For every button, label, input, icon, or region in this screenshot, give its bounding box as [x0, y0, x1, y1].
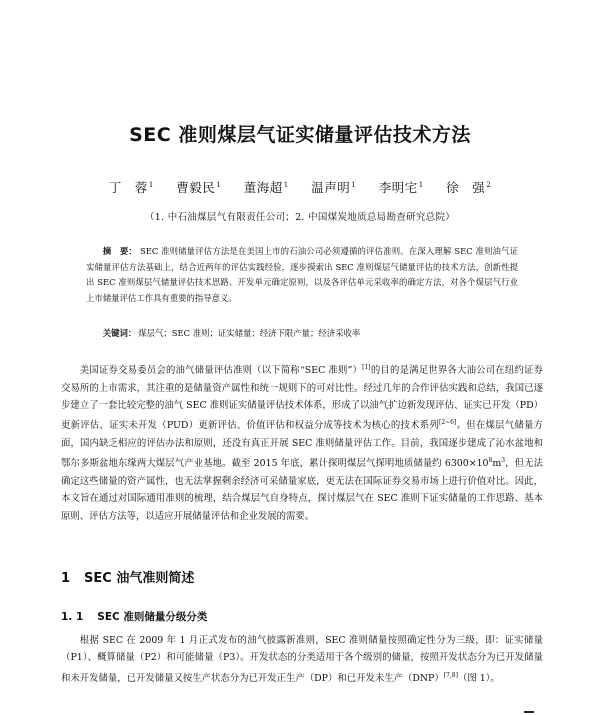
abstract-label: 摘 要： [102, 246, 137, 256]
intro-text: ，但无法确定这些储量的资产属性，也无法掌握剩余经济可采储量家底，更无法在国际证券交易市场上进行价值对比。因此，本文旨在通过对国际通用准则的梳理，结合煤层气自身特点，探讨煤层气在 SEC 准则下证实储量的工作思路、基本原则、评估方法等，以适应开展储量评估和企业发展的需要。 [61, 458, 543, 522]
author-affil-mark: 1 [351, 180, 357, 189]
citation-ref: [7,8] [443, 671, 458, 679]
author [244, 178, 289, 196]
author-name: 董海超 [243, 180, 283, 195]
author-name: 丁 蓉 [108, 180, 148, 195]
paper-title: SEC 准则煤层气证实储量评估技术方法 [129, 124, 471, 146]
unit-text: m [492, 458, 502, 470]
page-corner-mark [524, 711, 534, 713]
subsection-title: SEC 准则储量分级分类 [97, 611, 208, 623]
author-name: 徐 强 [446, 180, 486, 195]
author [311, 178, 356, 196]
author-affil-mark: 1 [283, 180, 289, 189]
section-number: 1 [61, 571, 71, 586]
body-paragraph [61, 632, 543, 687]
subsection-heading [61, 609, 207, 624]
author [109, 178, 154, 196]
intro-text: 美国证券交易委员会的油气储量评估准则（以下简称“SEC 准则”） [79, 365, 363, 377]
abstract [86, 244, 518, 306]
section-title: SEC 油气准则简述 [84, 571, 195, 586]
intro-paragraph [61, 359, 543, 525]
author [176, 178, 221, 196]
exponent: 3 [501, 457, 506, 465]
author-list [0, 178, 600, 196]
citation-ref: [1] [362, 364, 371, 371]
author [379, 178, 424, 196]
citation-ref: [2~6] [439, 419, 457, 427]
keywords-label: 关键词： [102, 328, 137, 338]
body-text: （图 1）。 [457, 672, 500, 684]
author [446, 178, 491, 196]
author-name: 温声明 [311, 180, 351, 195]
author-name: 李明宅 [378, 180, 418, 195]
keywords [86, 326, 518, 341]
intro-text: 。但在煤层气储量方面，国内缺乏相应的评估办法和原则，还没有真正开展 SEC 准则储量评估工作。目前，我国逐步建成了沁水盆地和鄂尔多斯盆地东缘两大煤层气产业基地。截至 2015 年底，累计探明煤层气探明地质储量约 6300×10 [61, 420, 543, 470]
author-affil-mark: 1 [418, 180, 424, 189]
section-heading [61, 567, 194, 586]
abstract-text: SEC 准则储量评估方法是在美国上市的石油公司必须遵循的评估准则。在深入理解 SEC 准则油气证实储量评估方法基础上，结合近两年的评估实践经验，逐步摸索出 SEC 准则煤层气储量评估的技术方法，创新性提出 SEC 准则煤层气储量评估技术思路、开发单元确定原则，以及各评估单元采收率的确定方法，对各个煤层气行业上市储量评估工作具有重要的指导意义。 [86, 246, 518, 303]
author-affil-mark: 2 [486, 180, 492, 189]
intro-text: 的目的是满足世界各大油公司在纽约证券交易所的上市需求，其注重的是储量资产属性和统一规则下的可对比性。经过几年的合作评估实践和总结，我国已逐步建立了一套比较完整的油气 SEC 准则证实储量评估技术体系，形成了以油气扩边新发现评估、证实已开发（PD）更新评估、证实未开发（PUD）更新评估、价值评估和权益分成等技术为核心的技术系列 [61, 365, 543, 432]
author-affil-mark: 1 [148, 180, 154, 189]
subsection-number: 1. 1 [61, 611, 84, 623]
body-text: 根据 SEC 在 2009 年 1 月正式发布的油气披露新准则，SEC 准则储量按照确定性分为三级，即：证实储量（P1）、概算储量（P2）和可能储量（P3）。开发状态的分类适用于各个级别的储量，按照开发状态分为已开发储量和未开发储量，已开发储量又按生产状态分为已开发正生产（DP）和已开发未生产（DNP） [61, 635, 543, 684]
affiliation: （1. 中石油煤层气有限责任公司；2. 中国煤炭地质总局勘查研究总院） [144, 212, 456, 223]
author-affil-mark: 1 [216, 180, 222, 189]
exponent: 8 [488, 457, 493, 465]
author-name: 曹毅民 [176, 180, 216, 195]
keywords-text: 煤层气；SEC 准则；证实储量；经济下限产量；经济采收率 [138, 328, 361, 338]
